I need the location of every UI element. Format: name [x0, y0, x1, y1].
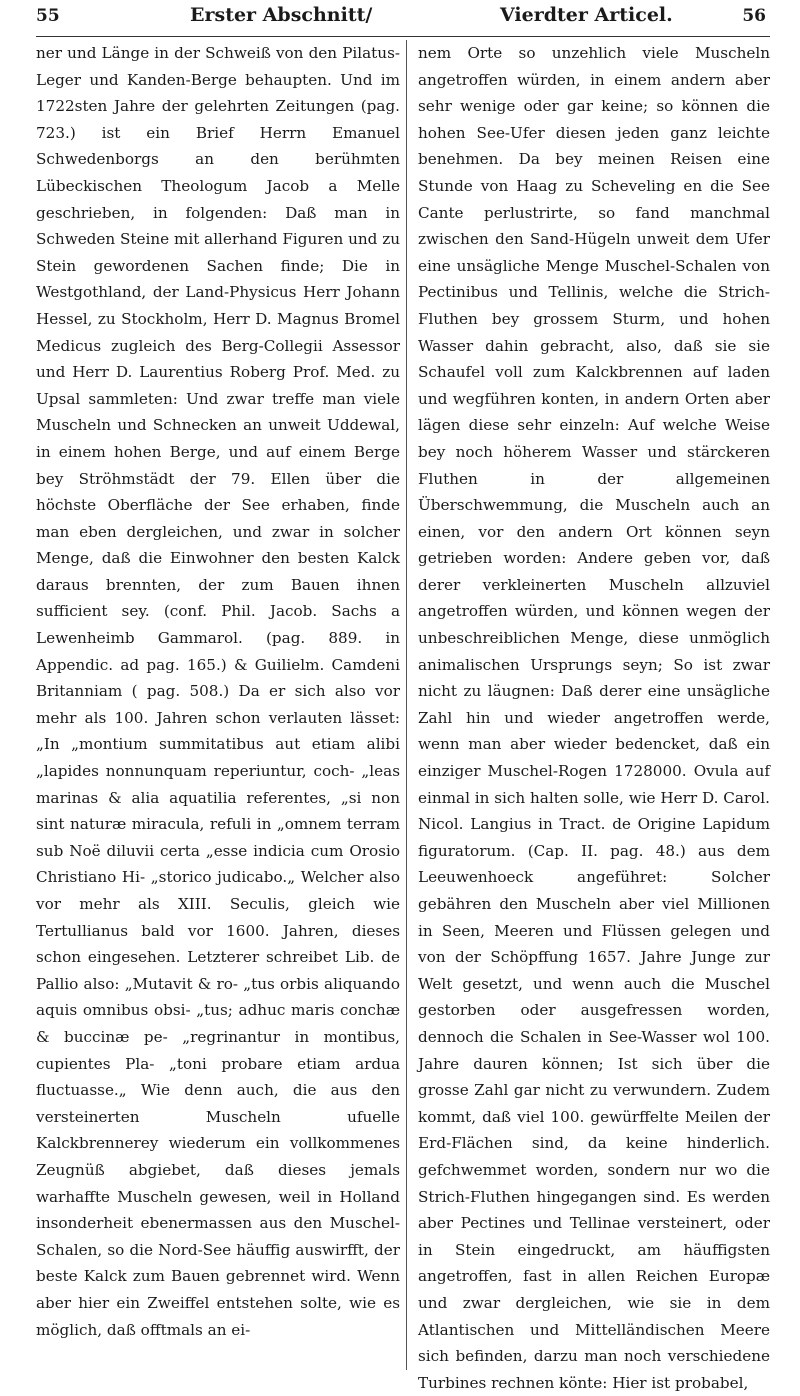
right-column-text: nem Orte so unzehlich viele Muscheln angetroffen würden, in einem andern aber sehr wenige oder gar keine; so können die hohen See-Ufer diesen jeden ganz leichte benehmen. Da bey meinen Reisen eine Stunde von Haag zu Scheveling en die See Cante perlustrirte, so fand manchmal zwischen den Sand-Hügeln unweit dem Ufer eine unsägliche Menge Muschel-Schalen von Pectinibus und Tellinis, welche die Strich-Fluthen bey grossem Sturm, und hohen Wasser dahin gebracht, also, daß sie sie Schaufel voll zum Kalckbrennen auf laden und wegführen konten, in andern Orten aber lägen diese sehr einzeln: Auf welche Weise bey noch höherem Wasser und stärckeren Fluthen in der allgemeinen Überschwemmung, die Muscheln auch an einen, vor den andern Ort können seyn getrieben worden: Andere geben vor, daß derer verkleinerten Muscheln allzuviel angetroffen würden, und können wegen der unbeschreiblichen Menge, diese unmöglich animalischen Ursprungs seyn; So ist zwar nicht zu läugnen: Daß derer eine unsägliche Zahl hin und wieder angetroffen werde, wenn man aber wieder bedencket, daß ein einziger Muschel-Rogen 1728000. Ovula auf einmal in sich halten solle, wie Herr D. Carol. Nicol. Langius in Tract. de Origine Lapidum figuratorum. (Cap. II. pag. 48.) aus dem Leeuwenhoeck angeführet: Solcher gebähren den Muscheln aber viel Millionen in Seen, Meeren und Flüssen gelegen und von der Schöpffung 1657. Jahre Junge zur Welt gesetzt, und wenn auch die Muschel gestorben oder ausgefressen worden, dennoch die Schalen in See-Wasser wol 100. Jahre dauren können; Ist sich über die grosse Zahl gar nicht zu verwundern. Zudem kommt, daß viel 100. gewürffelte Meilen der Erd-Flächen sind, da keine hinderlich. gefchwemmet worden, sondern nur wo die Strich-Fluthen hingegangen sind. Es werden aber Pectines und Tellinae versteinert, oder in Stein eingedruckt, am häuffigsten angetroffen, fast in allen Reichen Europæ und zwar dergleichen, wie sie in dem Atlantischen und Mittelländischen Meere sich befinden, darzu man noch verschiedene Turbines rechnen könte: Hier ist probabel,	[418, 44, 770, 1392]
left-column	[36, 40, 400, 1343]
column-divider	[406, 40, 407, 1370]
article-title: Vierdter Articel.	[500, 4, 673, 26]
right-column	[418, 40, 770, 1396]
page-number-right: 56	[742, 6, 766, 26]
page-number-left: 55	[36, 6, 60, 26]
header-rule	[36, 36, 770, 37]
section-title: Erster Abschnitt/	[190, 4, 373, 26]
running-header	[0, 0, 800, 38]
left-column-text: ner und Länge in der Schweiß von den Pilatus-Leger und Kanden-Berge behaupten. Und im 1722sten Jahre der gelehrten Zeitungen (pag. 723.) ist ein Brief Herrn Emanuel Schwedenborgs an den berühmten Lübeckischen Theologum Jacob a Melle geschrieben, in folgenden: Daß man in Schweden Steine mit allerhand Figuren und zu Stein gewordenen Sachen finde; Die in Westgothland, der Land-Physicus Herr Johann Hessel, zu Stockholm, Herr D. Magnus Bromel Medicus zugleich des Berg-Collegii Assessor und Herr D. Laurentius Roberg Prof. Med. zu Upsal sammleten: Und zwar treffe man viele Muscheln und Schnecken an unweit Uddewal, in einem hohen Berge, und auf einem Berge bey Ströhmstädt der 79. Ellen über die höchste Oberfläche der See erhaben, finde man eben dergleichen, und zwar in solcher Menge, daß die Einwohner den besten Kalck daraus brennten, der zum Bauen ihnen sufficient sey. (conf. Phil. Jacob. Sachs a Lewenheimb Gammarol. (pag. 889. in Appendic. ad pag. 165.) & Guilielm. Camdeni Britanniam ( pag. 508.) Da er sich also vor mehr als 100. Jahren schon verlauten lässet: „In „montium summitatibus aut etiam alibi „lapides nonnunquam reperiuntur, coch- „leas marinas & alia aquatilia referentes, „si non sint naturæ miracula, refuli in „omnem terram sub Noë diluvii certa „esse indicia cum Orosio Christiano Hi- „storico judicabo.„ Welcher also vor mehr als XIII. Seculis, gleich wie Tertullianus bald vor 1600. Jahren, dieses schon eingesehen. Letzterer schreibet Lib. de Pallio also: „Mutavit & ro- „tus orbis aliquando aquis omnibus obsi- „tus; adhuc maris conchæ & buccinæ pe- „regrinantur in montibus, cupientes Pla- „toni probare etiam ardua fluctuasse.„ Wie denn auch, die aus den versteinerten Muscheln ufuelle Kalckbrennerey wiederum ein vollkommenes Zeugnüß abgiebet, daß dieses jemals warhaffte Muscheln gewesen, weil in Holland insonderheit ebenermassen aus den Muschel-Schalen, so die Nord-See häuffig auswirfft, der beste Kalck zum Bauen gebrennet wird. Wenn aber hier ein Zweiffel entstehen solte, wie es möglich, daß offtmals an ei-	[36, 44, 400, 1339]
